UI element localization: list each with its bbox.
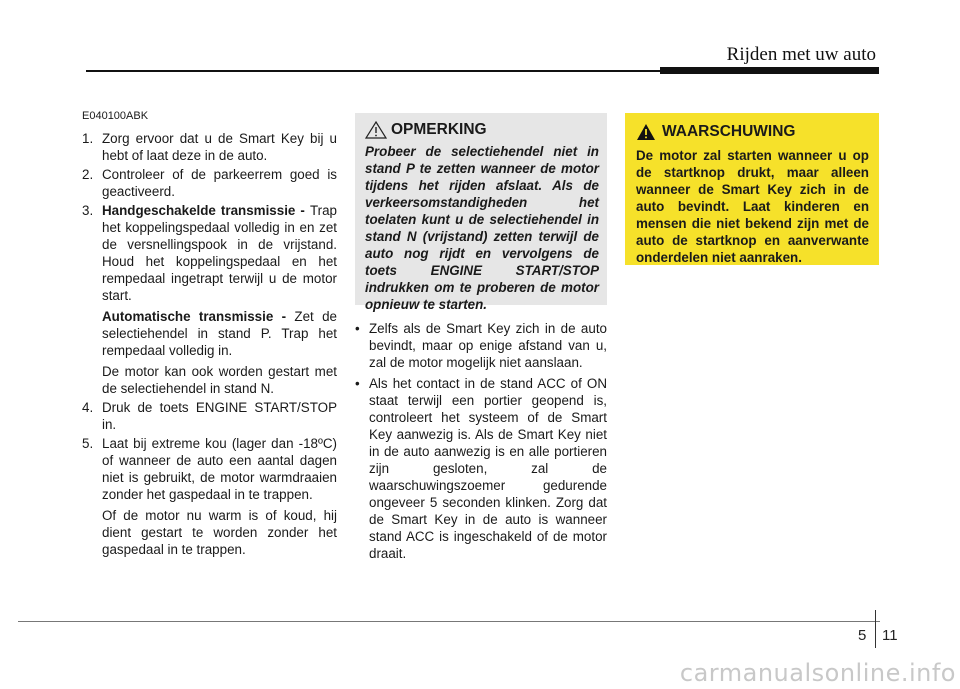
page-separator (875, 610, 876, 648)
list-item (355, 375, 607, 562)
caution-triangle-icon (365, 121, 387, 139)
warning-title: WAARSCHUWING (662, 123, 796, 140)
warning-body: De motor zal starten wanneer u op de startknop drukt, maar alleen wanneer de Smart Key zich in de auto bevindt. Laat kinderen en mensen die niet bekend zijn met de auto de startknop en aanverwante onderdelen niet aanraken. (636, 148, 869, 265)
step-text: Trap het koppelingspedaal volledig in en zet de versnellingspook in de vrijstand. Houd het koppelingspedaal en het rempedaal ingetrapt terwijl u de motor start. (102, 203, 337, 303)
header-rule-thick (660, 67, 879, 74)
step-number: 3. (82, 203, 94, 218)
section-code: E040100ABK (82, 110, 149, 122)
note-title: OPMERKING (391, 121, 487, 138)
step-3-note: De motor kan ook worden gestart met de selectiehendel in stand N. (102, 364, 337, 396)
page-number: 11 (882, 627, 898, 644)
step-text: Laat bij extreme kou (lager dan -18ºC) of wanneer de auto een aantal dagen niet is gebruikt, de motor warmdraaien zonder het gaspedaal in te trappen. (102, 436, 337, 502)
step-text: Zorg ervoor dat u de Smart Key bij u hebt of laat deze in de auto. (102, 131, 337, 163)
warning-triangle-icon (636, 123, 656, 141)
step-3-automatic (102, 308, 337, 359)
chapter-number: 5 (858, 627, 867, 644)
header-rule-thin (86, 70, 662, 72)
note-header (365, 121, 599, 139)
bullet-list (355, 320, 607, 566)
step-text: Controleer of de parkeerrem goed is geactiveerd. (102, 167, 337, 199)
footer-rule (18, 621, 880, 622)
list-item-text: Als het contact in de stand ACC of ON staat terwijl een portier geopend is, controleert het systeem of de Smart Key aanwezig is. Als de Smart Key niet in de auto aanwezig is en alle portieren zijn gesloten, zal de waarschuwingszoemer gedurende ongeveer 5 seconden klinken. Zorg dat de Smart Key in de auto is wanneer stand ACC is ingeschakeld of de motor draait. (369, 376, 607, 561)
step-text: Druk de toets ENGINE START/STOP in. (102, 400, 337, 432)
instructions-column (82, 108, 337, 560)
step-number: 2. (82, 167, 94, 182)
step-2 (82, 166, 337, 200)
warning-box (625, 113, 879, 265)
step-text-wrap (102, 202, 337, 304)
step-5 (82, 435, 337, 503)
step-number: 1. (82, 131, 94, 146)
page-header-title: Rijden met uw auto (726, 44, 876, 65)
step-3 (82, 202, 337, 304)
warning-header (636, 123, 869, 141)
step-bold-label: Automatische transmissie - (102, 309, 295, 324)
list-item (355, 320, 607, 371)
step-5-note: Of de motor nu warm is of koud, hij dient gestart te worden zonder het gaspedaal in te trappen. (102, 508, 337, 557)
step-bold-label: Handgeschakelde transmissie - (102, 203, 310, 218)
step-1 (82, 130, 337, 164)
step-number: 4. (82, 400, 94, 415)
note-box (355, 113, 607, 312)
step-4 (82, 399, 337, 433)
note-body: Probeer de selectiehendel niet in stand P te zetten wanneer de motor tijdens het rijden afslaat. Als de verkeersomstandigheden het toelaten kunt u de selectiehendel in stand N (vrijstand) zetten terwijl de auto nog rijdt en vervolgens de toets ENGINE START/STOP indrukken om te proberen de motor opnieuw te starten. (365, 144, 599, 312)
bullet-dot: • (355, 321, 360, 336)
step-text: Zet de selectiehendel in stand P. Trap het rempedaal volledig in. (102, 309, 337, 358)
step-number: 5. (82, 436, 94, 451)
list-item-text: Zelfs als de Smart Key zich in de auto bevindt, maar op enige afstand van u, zal de motor mogelijk niet aanslaan. (369, 321, 607, 370)
watermark: carmanualsonline.info (679, 659, 956, 687)
bullet-dot: • (355, 376, 360, 391)
